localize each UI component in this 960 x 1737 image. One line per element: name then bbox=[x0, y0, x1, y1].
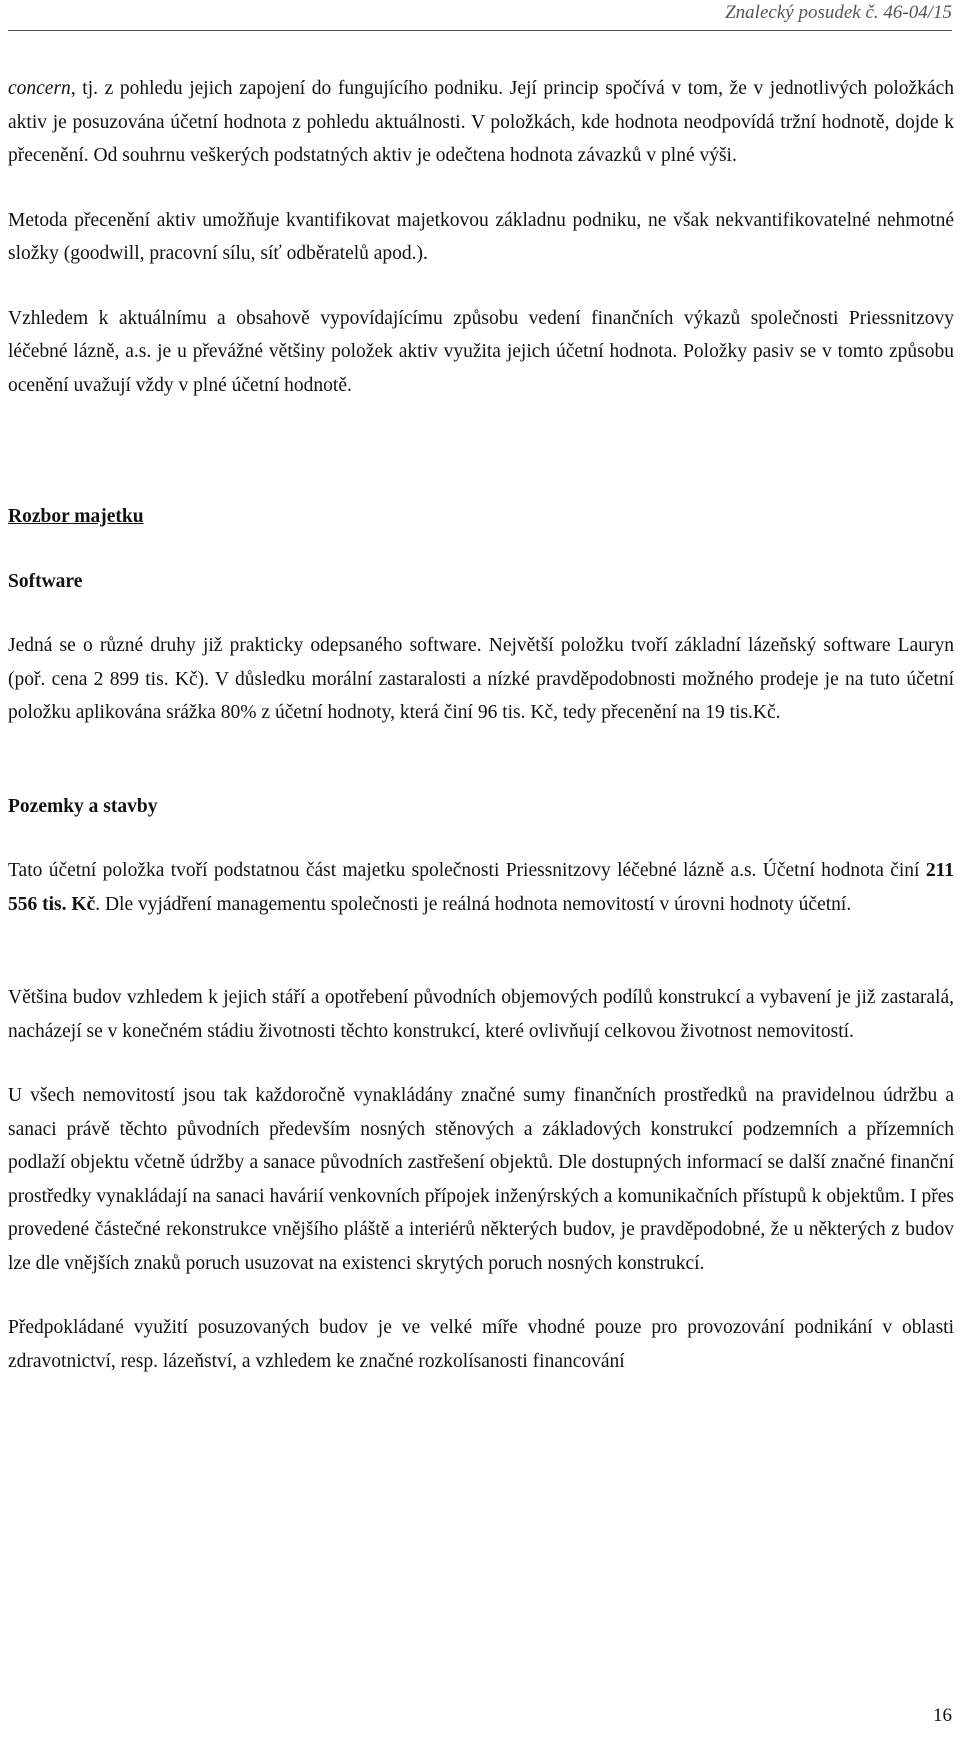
software-heading: Software bbox=[8, 570, 83, 592]
pozemky-text-before: Tato účetní položka tvoří podstatnou část majetku společnosti Priessnitzovy léčebné lázně a.s. Účetní hodnota činí bbox=[8, 860, 926, 881]
document-header-title: Znalecký posudek č. 46-04/15 bbox=[725, 2, 952, 23]
pozemky-text-after: . Dle vyjádření managementu společnosti je reálná hodnota nemovitostí v úrovni hodnoty účetní. bbox=[95, 893, 852, 915]
paragraph-accounting: Vzhledem k aktuálnímu a obsahově vypovídajícímu způsobu vedení finančních výkazů společnosti Priessnitzovy léčebné lázně, a.s. je u převážné většiny položek aktiv využita jejich účetní hodnota. Položky pasiv se v tomto způsobu ocenění uvažují vždy v plné účetní hodnotě. bbox=[8, 307, 954, 396]
pozemky-value-bold: 211 556 tis. Kč bbox=[8, 860, 954, 915]
paragraph-going-concern-italic: concern bbox=[8, 78, 71, 99]
software-paragraph: Jedná se o různé druhy již prakticky odepsaného software. Největší položku tvoří základní lázeňský software Lauryn (poř. cena 2 899 tis. Kč). V důsledku morální zastaralosti a nízké pravděpodobnosti možného prodeje je na tuto účetní položku aplikována srážka 80% z účetní hodnoty, která činí 96 tis. Kč, tedy přecenění na 19 tis.Kč. bbox=[8, 635, 954, 723]
paragraph-going-concern-text: , tj. z pohledu jejich zapojení do fungujícího podniku. Její princip spočívá v tom, že v jednotlivých položkách aktiv je posuzována účetní hodnota z pohledu aktuálnosti. V položkách, kde hodnota neodpovídá tržní hodnotě, dojde k přecenění. Od souhrnu veškerých podstatných aktiv je odečtena hodnota závazků v plné výši. bbox=[8, 78, 954, 166]
page-number: 16 bbox=[933, 1705, 952, 1726]
pozemky-heading: Pozemky a stavby bbox=[8, 795, 158, 817]
pozemky-paragraph-4: Předpokládané využití posuzovaných budov je ve velké míře vhodné pouze pro provozování podnikání v oblasti zdravotnictví, resp. lázeňství, a vzhledem ke značné rozkolísanosti financování bbox=[8, 1317, 954, 1372]
page-content bbox=[8, 72, 954, 1378]
paragraph-method: Metoda přecenění aktiv umožňuje kvantifikovat majetkovou základnu podniku, ne však nekvantifikovatelné nehmotné složky (goodwill, pracovní sílu, síť odběratelů apod.). bbox=[8, 209, 954, 264]
paragraph-going-concern bbox=[8, 72, 954, 173]
pozemky-paragraph-1 bbox=[8, 854, 954, 921]
pozemky-paragraph-3: U všech nemovitostí jsou tak každoročně vynakládány značné sumy finančních prostředků na pravidelnou údržbu a sanaci právě těchto původních především nosných stěnových a základových konstrukcí podzemních a přízemních podlaží objektu včetně údržby a sanace původních zastřešení objektů. Dle dostupných informací se další značné finanční prostředky vynakládají na sanaci havárií venkovních přípojek inženýrských a komunikačních přístupů k objektům. I přes provedené částečné rekonstrukce vnějšího pláště a interiérů některých budov, je pravděpodobné, že u některých z budov lze dle vnějších znaků poruch usuzovat na existenci skrytých poruch nosných konstrukcí. bbox=[8, 1085, 954, 1274]
header-divider bbox=[8, 30, 952, 31]
section-title: Rozbor majetku bbox=[8, 506, 144, 527]
pozemky-paragraph-2: Většina budov vzhledem k jejich stáří a opotřebení původních objemových podílů konstrukcí a vybavení je již zastaralá, nacházejí se v konečném stádiu životnosti těchto konstrukcí, které ovlivňují celkovou životnost nemovitostí. bbox=[8, 987, 954, 1042]
